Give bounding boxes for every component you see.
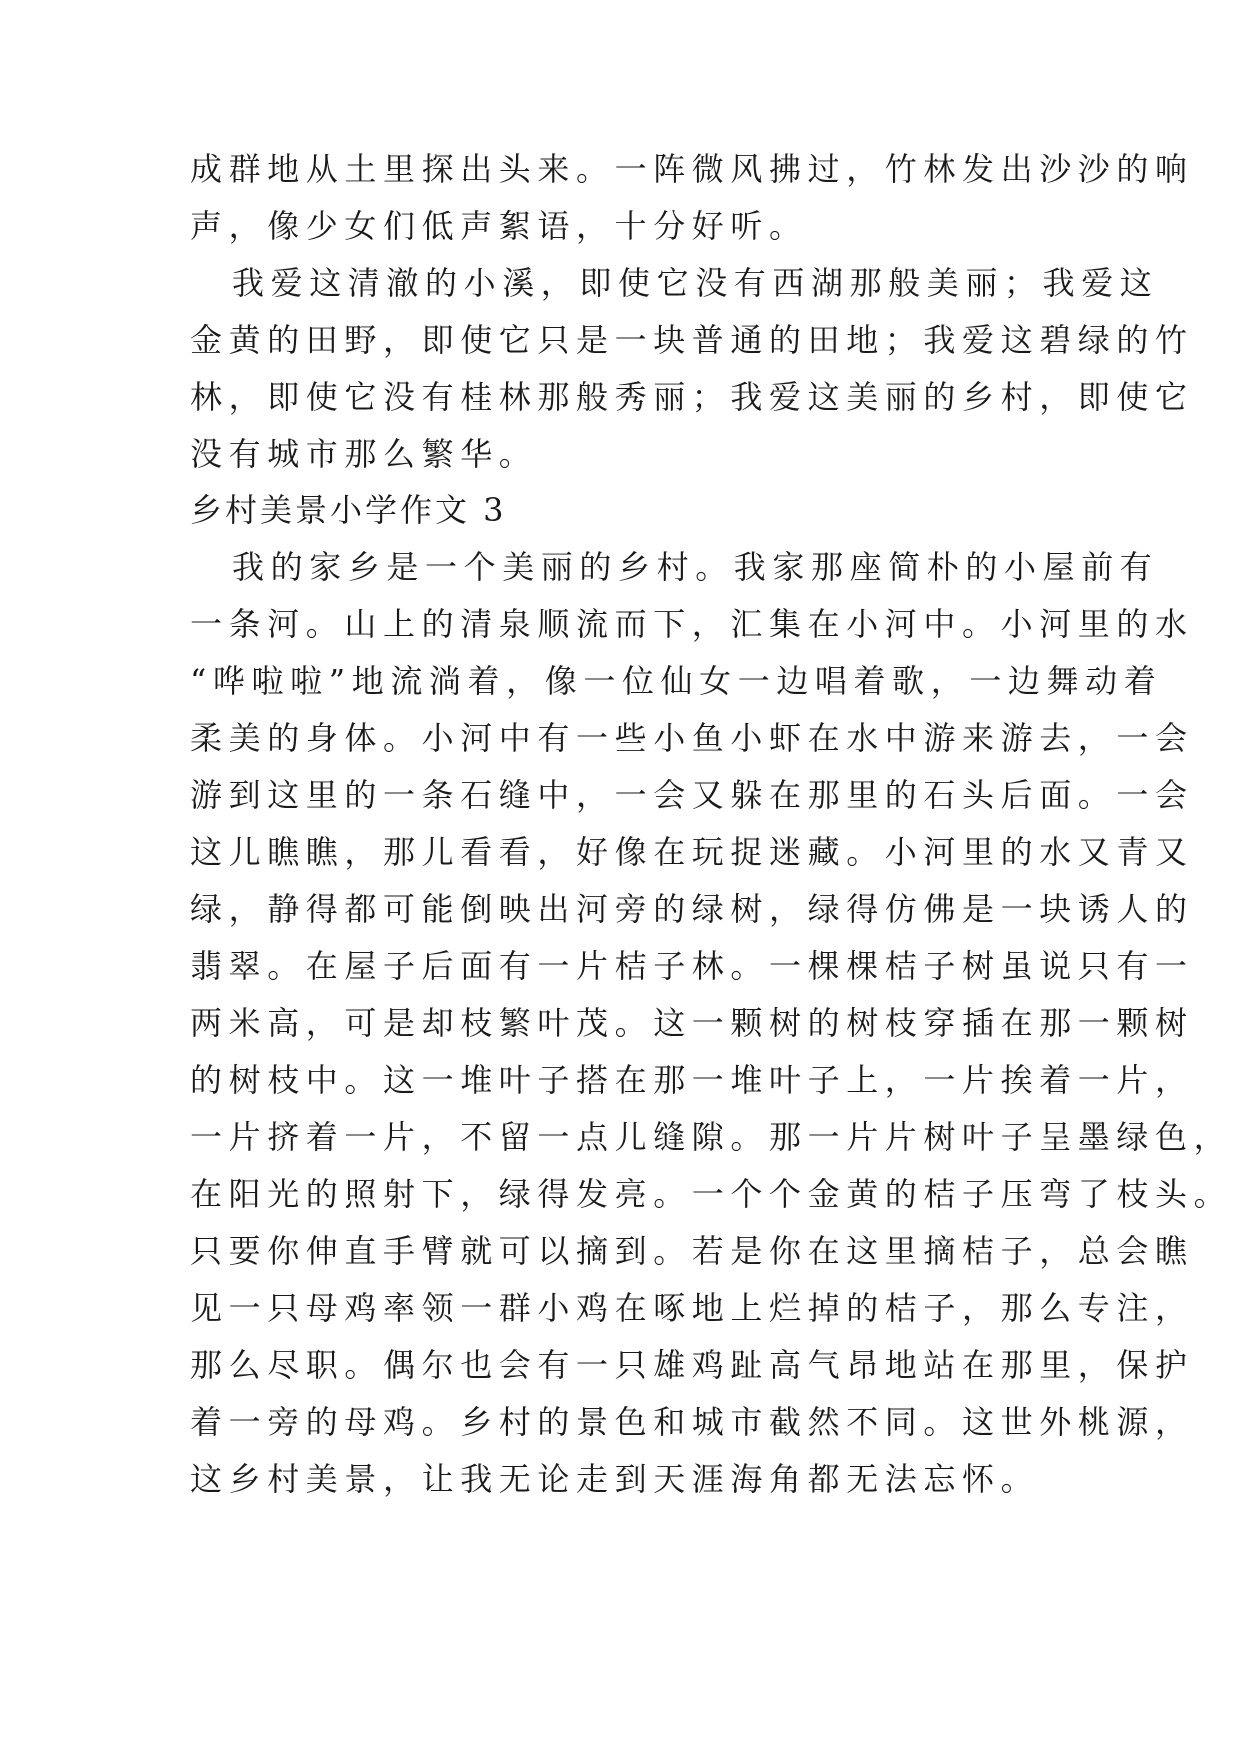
paragraph-line: 那么尽职。偶尔也会有一只雄鸡趾高气昂地站在那里，保护 bbox=[190, 1346, 1194, 1384]
paragraph-line: 没有城市那么繁华。 bbox=[190, 435, 538, 473]
paragraph-line: 见一只母鸡率领一群小鸡在啄地上烂掉的桔子，那么专注， bbox=[190, 1289, 1194, 1327]
paragraph-line: 一片挤着一片，不留一点儿缝隙。那一片片树叶子呈墨绿色， bbox=[190, 1118, 1233, 1156]
paragraph-line: 声，像少女们低声絮语，十分好听。 bbox=[190, 207, 808, 245]
section-heading: 乡村美景小学作文 3 bbox=[190, 491, 507, 529]
paragraph-line: 这儿瞧瞧，那儿看看，好像在玩捉迷藏。小河里的水又青又 bbox=[190, 833, 1194, 871]
paragraph-line: 成群地从土里探出头来。一阵微风拂过，竹林发出沙沙的响 bbox=[190, 150, 1194, 188]
paragraph-line: 在阳光的照射下，绿得发亮。一个个金黄的桔子压弯了枝头。 bbox=[190, 1175, 1233, 1213]
paragraph-line: 两米高，可是却枝繁叶茂。这一颗树的树枝穿插在那一颗树 bbox=[190, 1004, 1194, 1042]
paragraph-line: 游到这里的一条石缝中，一会又躲在那里的石头后面。一会 bbox=[190, 776, 1194, 814]
paragraph-line: 柔美的身体。小河中有一些小鱼小虾在水中游来游去，一会 bbox=[190, 719, 1194, 757]
paragraph-line: “哗啦啦”地流淌着，像一位仙女一边唱着歌，一边舞动着 bbox=[190, 662, 1163, 700]
paragraph-line: 翡翠。在屋子后面有一片桔子林。一棵棵桔子树虽说只有一 bbox=[190, 947, 1194, 985]
paragraph-line: 绿，静得都可能倒映出河旁的绿树，绿得仿佛是一块诱人的 bbox=[190, 890, 1194, 928]
paragraph-line: 林，即使它没有桂林那般秀丽；我爱这美丽的乡村，即使它 bbox=[190, 378, 1194, 416]
paragraph-line: 金黄的田野，即使它只是一块普通的田地；我爱这碧绿的竹 bbox=[190, 321, 1194, 359]
paragraph-line: 一条河。山上的清泉顺流而下，汇集在小河中。小河里的水 bbox=[190, 605, 1194, 643]
paragraph-line: 只要你伸直手臂就可以摘到。若是你在这里摘桔子，总会瞧 bbox=[190, 1232, 1194, 1270]
paragraph-line: 的树枝中。这一堆叶子搭在那一堆叶子上，一片挨着一片， bbox=[190, 1061, 1194, 1099]
paragraph-line: 这乡村美景，让我无论走到天涯海角都无法忘怀。 bbox=[190, 1460, 1040, 1498]
paragraph-line: 我的家乡是一个美丽的乡村。我家那座简朴的小屋前有 bbox=[232, 548, 1159, 586]
paragraph-line: 着一旁的母鸡。乡村的景色和城市截然不同。这世外桃源， bbox=[190, 1403, 1194, 1441]
paragraph-line: 我爱这清澈的小溪，即使它没有西湖那般美丽；我爱这 bbox=[232, 264, 1159, 302]
